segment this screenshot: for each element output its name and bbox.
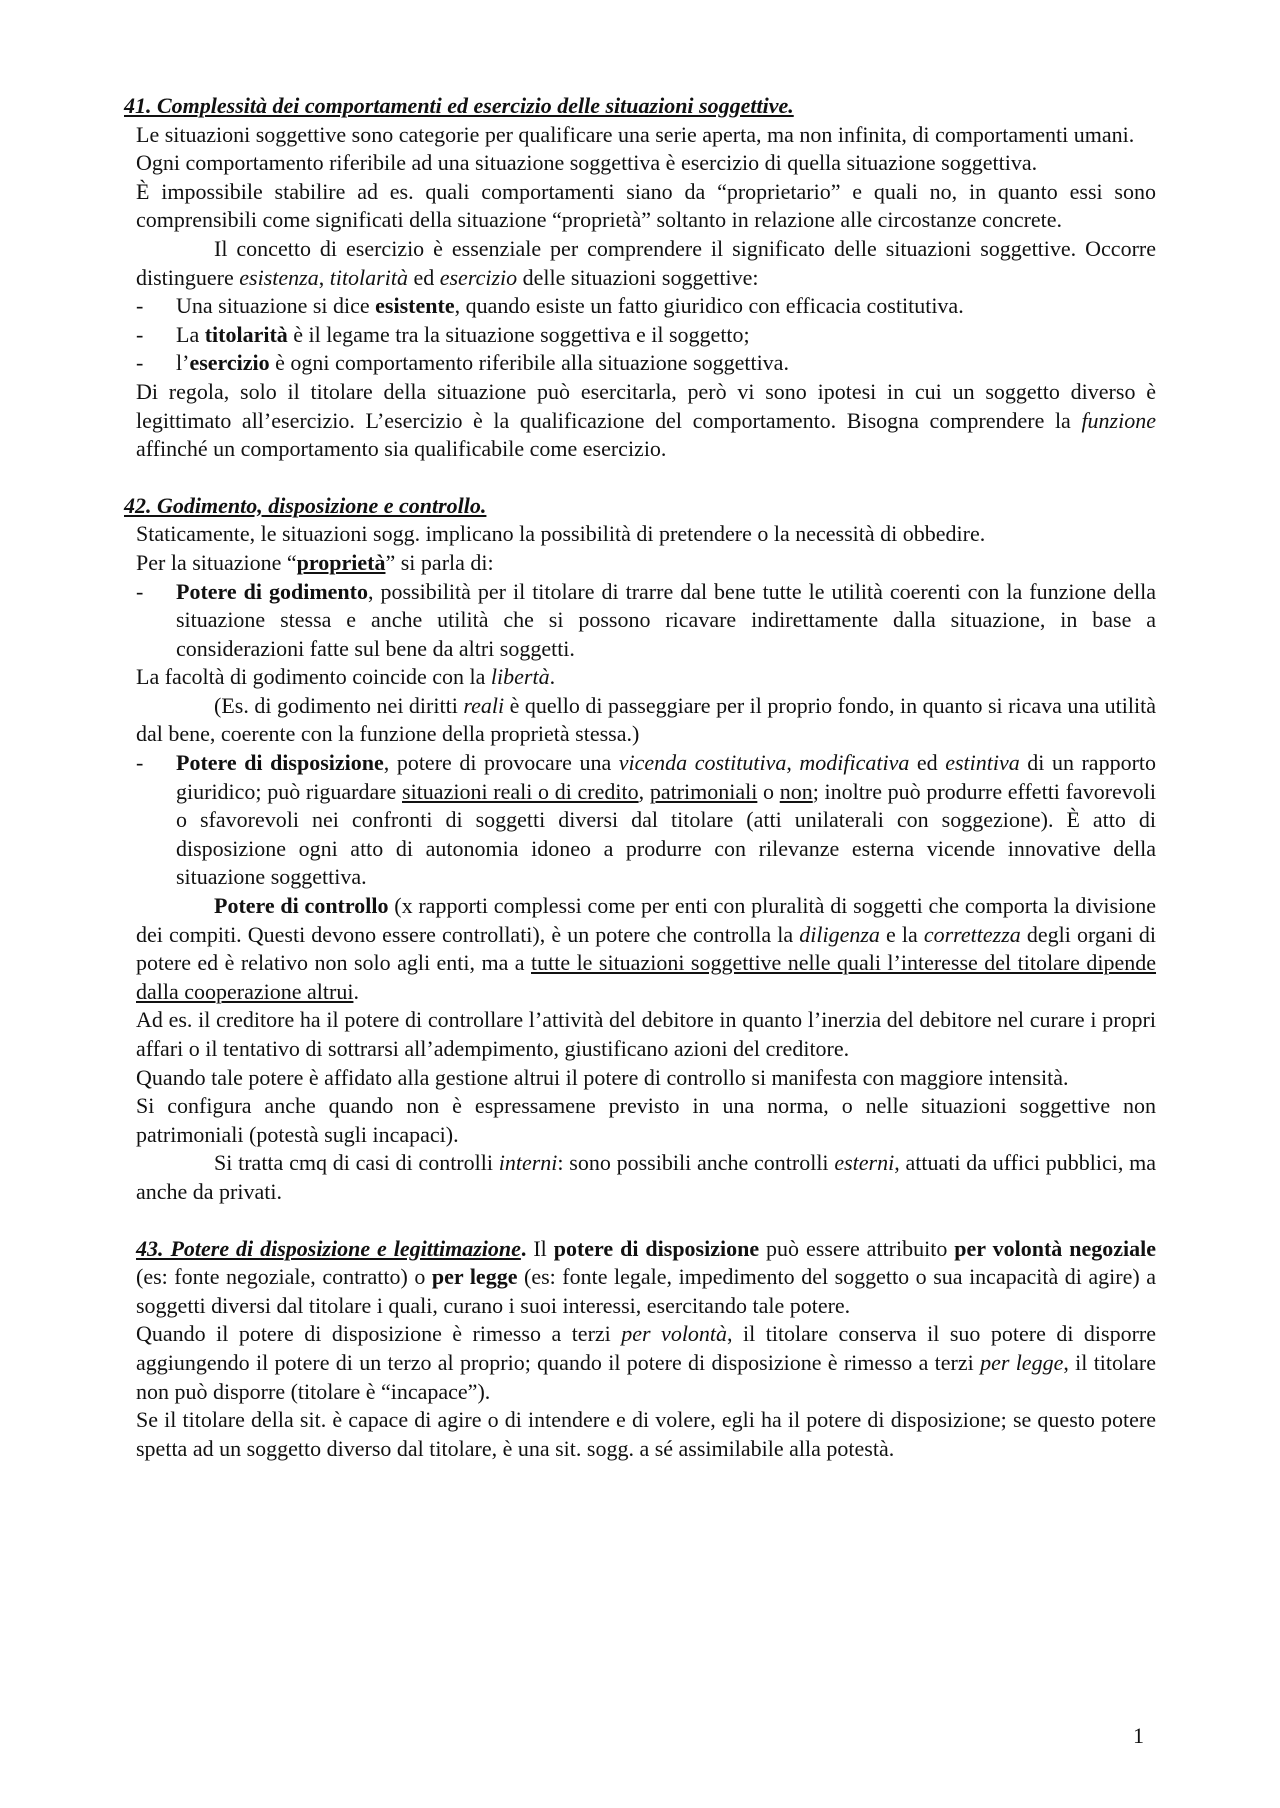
section-43 xyxy=(136,1235,1156,1464)
paragraph: Se il titolare della sit. è capace di agire o di intendere e di volere, egli ha il potere di disposizione; se questo potere spetta ad un soggetto diverso dal titolare, è una sit. sogg. a sé assimilabile alla potestà. xyxy=(136,1407,1156,1461)
section-41-title: 41. Complessità dei comportamenti ed esercizio delle situazioni soggettive. xyxy=(124,93,794,118)
list-item: - La titolarità è il legame tra la situazione soggettiva e il soggetto; xyxy=(136,321,1116,350)
paragraph: Di regola, solo il titolare della situazione può esercitarla, però vi sono ipotesi in cui un soggetto diverso è legittimato all’esercizio. L’esercizio è la qualificazione del comportamento. Bisogna comprendere la funzione affinché un comportamento sia qualificabile come esercizio. xyxy=(136,378,1156,462)
section-42 xyxy=(124,492,1157,1207)
paragraph: Si configura anche quando non è espressamene previsto in una norma, o nelle situazioni soggettive non patrimoniali (potestà sugli incapaci). xyxy=(136,1093,1156,1147)
power-list xyxy=(136,749,1156,892)
paragraph: Si tratta cmq di casi di controlli interni: sono possibili anche controlli esterni, attuati da uffici pubblici, ma anche da privati. xyxy=(136,1150,1156,1204)
paragraph: È impossibile stabilire ad es. quali comportamenti siano da “proprietario” e quali no, in quanto essi sono comprensibili come significati della situazione “proprietà” soltanto in relazione alle circostanze concrete. xyxy=(136,178,1156,233)
page-number: 1 xyxy=(1133,1723,1144,1748)
section-43-title: 43. Potere di disposizione e legittimazione xyxy=(136,1235,521,1261)
list-item: - Una situazione si dice esistente, quando esiste un fatto giuridico con efficacia costitutiva. xyxy=(136,292,1116,321)
paragraph: Ad es. il creditore ha il potere di controllare l’attività del debitore in quanto l’inerzia del debitore nel curare i propri affari o il tentativo di sottrarsi all’adempimento, giustificano azioni del creditore. xyxy=(136,1007,1156,1061)
list-item: - Potere di disposizione, potere di provocare una vicenda costitutiva, modificativa ed estintiva di un rapporto giuridico; può riguardare situazioni reali o di credito, patrimoniali o non; inoltre può produrre effetti favorevoli o sfavorevoli nei confronti di soggetti diversi dal titolare (atti unilaterali con soggezione). È atto di disposizione ogni atto di autonomia idoneo a produrre con rilevanze esterna vicende innovative della situazione soggettiva. xyxy=(136,749,1156,892)
list-item: - Potere di godimento, possibilità per il titolare di trarre dal bene tutte le utilità coerenti con la funzione della situazione stessa e anche utilità che si possono ricavare indirettamente dalla situazione, in base a considerazioni fatte sul bene da altri soggetti. xyxy=(136,578,1156,664)
paragraph: Ogni comportamento riferibile ad una situazione soggettiva è esercizio di quella situazione soggettiva. xyxy=(136,150,1038,176)
paragraph: Le situazioni soggettive sono categorie per qualificare una serie aperta, ma non infinita, di comportamenti umani. xyxy=(136,121,1135,147)
section-spacer xyxy=(136,1207,1156,1235)
paragraph: Potere di controllo (x rapporti complessi come per enti con pluralità di soggetti che comporta la divisione dei compiti. Questi devono essere controllati), è un potere che controlla la diligenza e la correttezza degli organi di potere ed è relativo non solo agli enti, ma a tutte le situazioni soggettive nelle quali l’interesse del titolare dipende dalla cooperazione altrui. xyxy=(136,893,1157,1004)
section-spacer xyxy=(136,464,1156,492)
section-42-title: 42. Godimento, disposizione e controllo. xyxy=(124,492,487,518)
paragraph: La facoltà di godimento coincide con la libertà. xyxy=(136,664,556,690)
section-41 xyxy=(124,92,1156,464)
paragraph: Quando tale potere è affidato alla gestione altrui il potere di controllo si manifesta con maggiore intensità. xyxy=(136,1064,1069,1090)
list-item: - l’esercizio è ogni comportamento riferibile alla situazione soggettiva. xyxy=(136,349,1116,378)
paragraph: (Es. di godimento nei diritti reali è quello di passeggiare per il proprio fondo, in quanto si ricava una utilità dal bene, coerente con la funzione della proprietà stessa.) xyxy=(136,692,1156,747)
power-list xyxy=(136,578,1156,664)
paragraph: Quando il potere di disposizione è rimesso a terzi per volontà, il titolare conserva il suo potere di disporre aggiungendo il potere di un terzo al proprio; quando il potere di disposizione è rimesso a terzi per legge, il titolare non può disporre (titolare è “incapace”). xyxy=(136,1321,1156,1404)
paragraph: Per la situazione “proprietà” si parla di: xyxy=(136,549,494,575)
definition-list xyxy=(136,292,1156,378)
paragraph: Staticamente, le situazioni sogg. implicano la possibilità di pretendere o la necessità di obbedire. xyxy=(136,521,986,547)
paragraph: 43. Potere di disposizione e legittimazione. Il potere di disposizione può essere attribuito per volontà negoziale (es: fonte negoziale, contratto) o per legge (es: fonte legale, impedimento del soggetto o sua incapacità di agire) a soggetti diversi dal titolare i quali, curano i suoi interessi, esercitando tale potere. xyxy=(136,1235,1156,1318)
document-body xyxy=(124,92,1157,1463)
paragraph: Il concetto di esercizio è essenziale per comprendere il significato delle situazioni soggettive. Occorre distinguere esistenza, titolarità ed esercizio delle situazioni soggettive: xyxy=(136,235,1156,290)
